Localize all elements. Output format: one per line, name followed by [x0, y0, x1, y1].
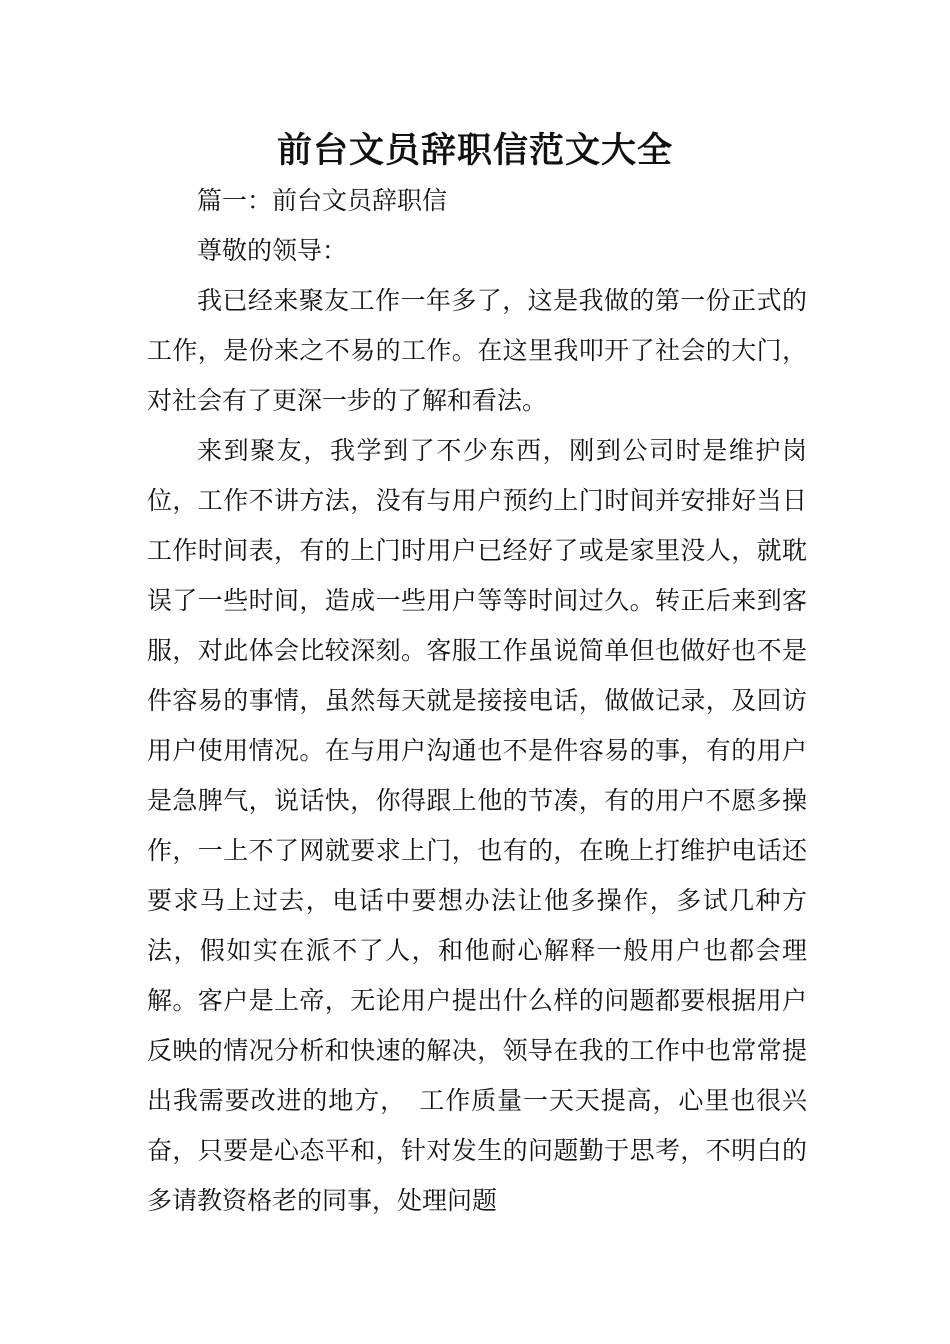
document-title: 前台文员辞职信范文大全	[276, 130, 673, 171]
paragraph-2: 来到聚友，我学到了不少东西，刚到公司时是维护岗位，工作不讲方法，没有与用户预约上门时间并安排好当日工作时间表，有的上门时用户已经好了或是家里没人，就耽误了一些时间，造成一些用户等等时间过久。转正后来到客服，对此体会比较深刻。客服工作虽说简单但也做好也不是件容易的事情，虽然每天就是接接电话，做做记录，及回访用户使用情况。在与用户沟通也不是件容易的事，有的用户是急脾气，说话快，你得跟上他的节凑，有的用户不愿多操作，一上不了网就要求上门，也有的，在晚上打维护电话还要求马上过去，电话中要想办法让他多操作，多试几种方法，假如实在派不了人，和他耐心解释一般用户也都会理解。客户是上帝，无论用户提出什么样的问题都要根据用户反映的情况分析和快速的解决，领导在我的工作中也常常提出我需要改进的地方， 工作质量一天天提高，心里也很兴奋，只要是心态平和，针对发生的问题勤于思考，不明白的多请教资格老的同事，处理问题	[147, 436, 807, 1215]
section-heading: 篇一：前台文员辞职信	[197, 186, 448, 215]
paragraph-1: 我已经来聚友工作一年多了，这是我做的第一份正式的工作，是份来之不易的工作。在这里我叩开了社会的大门，对社会有了更深一步的了解和看法。	[147, 286, 807, 415]
document-body	[147, 176, 807, 1226]
salutation: 尊敬的领导：	[197, 236, 348, 265]
